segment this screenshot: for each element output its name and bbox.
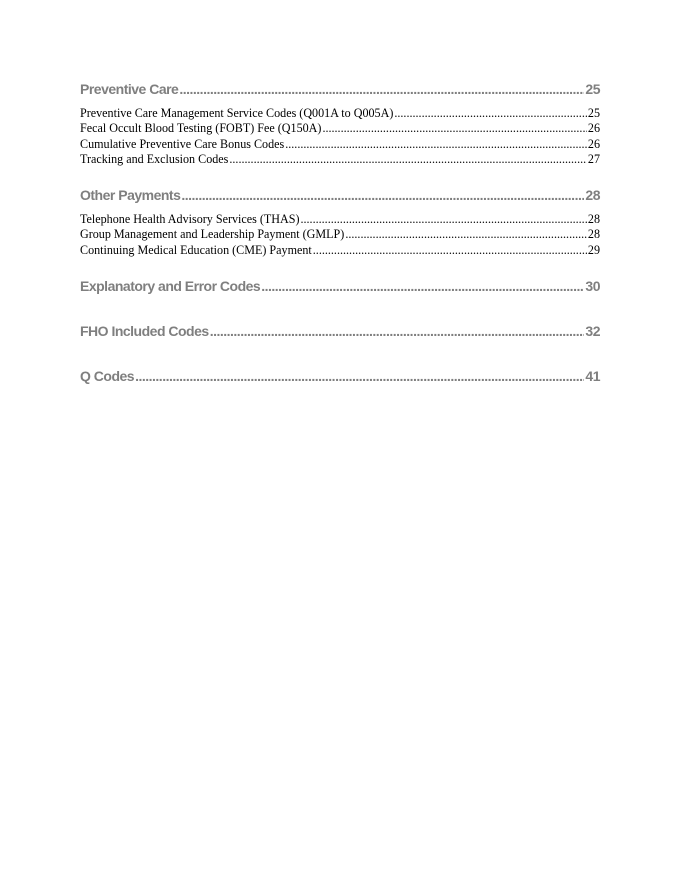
toc-section-fho-included-codes[interactable] <box>80 322 600 340</box>
toc-entry-title: Telephone Health Advisory Services (THAS) <box>80 212 300 227</box>
toc-section-preventive-care[interactable] <box>80 80 600 98</box>
toc-entry[interactable] <box>80 243 600 258</box>
toc-page-number: 27 <box>587 151 600 166</box>
toc-page-number: 26 <box>587 136 600 151</box>
toc-page-number: 25 <box>587 106 600 120</box>
toc-dot-leader <box>300 212 586 227</box>
toc-page-number: 25 <box>585 81 600 97</box>
toc-dot-leader <box>322 121 586 136</box>
toc-entry-title: Cumulative Preventive Care Bonus Codes <box>80 136 285 151</box>
toc-entry-title: Continuing Medical Education (CME) Payment <box>80 242 312 257</box>
toc-dot-leader <box>394 106 587 121</box>
toc-section-title: Explanatory and Error Codes <box>80 278 261 295</box>
toc-section-title: Preventive Care <box>80 81 179 97</box>
toc-section-explanatory-error-codes[interactable] <box>80 277 600 295</box>
toc-entry-title: Tracking and Exclusion Codes <box>80 151 229 166</box>
toc-page-number: 28 <box>587 227 600 242</box>
toc-dot-leader <box>345 227 587 242</box>
toc-entry[interactable] <box>80 227 600 242</box>
toc-page-number: 29 <box>587 242 600 257</box>
toc-section-other-payments[interactable] <box>80 186 600 204</box>
toc-dot-leader <box>179 80 584 98</box>
toc-dot-leader <box>285 137 587 152</box>
toc-section-q-codes[interactable] <box>80 367 600 385</box>
toc-page-number: 28 <box>585 187 600 204</box>
toc-section-title: Other Payments <box>80 187 181 204</box>
toc-dot-leader <box>135 367 584 385</box>
toc-dot-leader <box>229 152 587 167</box>
toc-page-number: 28 <box>587 212 600 227</box>
toc-entry-title: Group Management and Leadership Payment (GMLP) <box>80 227 345 242</box>
toc-dot-leader <box>181 186 584 204</box>
toc-page-number: 26 <box>587 121 600 136</box>
toc-entry-title: Fecal Occult Blood Testing (FOBT) Fee (Q150A) <box>80 121 322 136</box>
toc-page-number: 30 <box>585 278 600 295</box>
table-of-contents <box>80 80 600 385</box>
toc-dot-leader <box>313 243 587 258</box>
toc-section-title: FHO Included Codes <box>80 323 209 340</box>
toc-entry[interactable] <box>80 121 600 136</box>
toc-entry[interactable] <box>80 212 600 227</box>
toc-section-title: Q Codes <box>80 368 135 385</box>
toc-entry[interactable] <box>80 106 600 121</box>
toc-page-number: 32 <box>585 323 600 340</box>
toc-dot-leader <box>210 322 585 340</box>
toc-dot-leader <box>261 277 584 295</box>
toc-entry[interactable] <box>80 152 600 167</box>
toc-entry-title: Preventive Care Management Service Codes (Q001A to Q005A) <box>80 106 394 120</box>
toc-page-number: 41 <box>585 368 600 385</box>
toc-entry[interactable] <box>80 137 600 152</box>
